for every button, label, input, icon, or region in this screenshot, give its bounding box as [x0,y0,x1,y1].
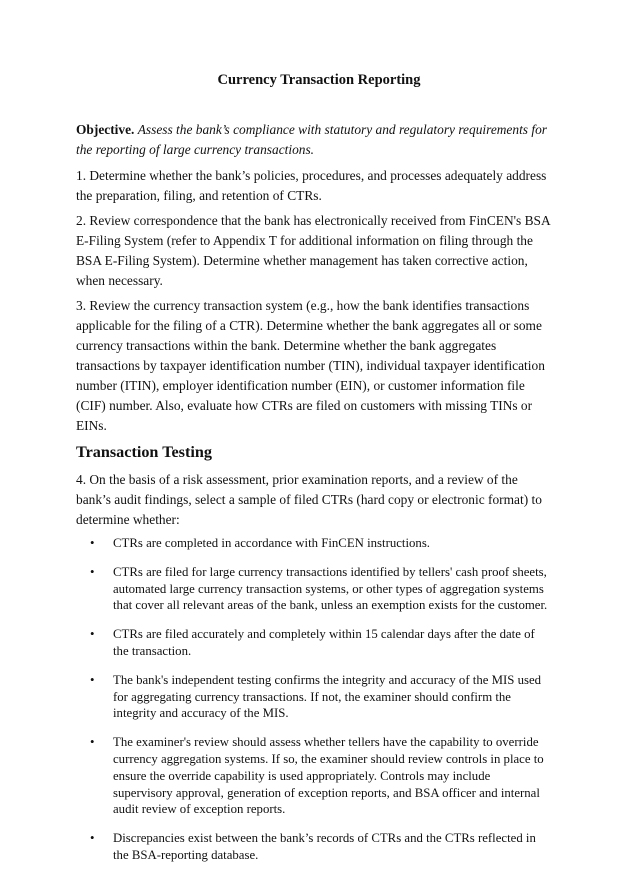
list-item [76,535,550,552]
bullet-icon: • [90,627,95,642]
list-item-text: CTRs are completed in accordance with FinCEN instructions. [113,536,431,550]
objective-text: Assess the bank’s compliance with statutory and regulatory requirements for the reporting of large currency transactions. [76,122,547,157]
bullet-icon: • [90,831,95,846]
bullet-icon: • [90,735,95,750]
list-item [76,626,550,660]
bullet-list [76,535,550,864]
section-heading-transaction-testing: Transaction Testing [76,443,212,461]
procedure-paragraph-1: 1. Determine whether the bank’s policies, procedures, and processes adequately address the preparation, filing, and retention of CTRs. [76,168,547,203]
list-item-text: The examiner's review should assess whether tellers have the capability to override currency aggregation systems. If so, the examiner should review controls in place to ensure the override capability is used appropriately. Controls may include supervisory approval, generation of exception reports, and BSA officer and internal audit review of exception reports. [113,735,544,817]
list-item [76,830,550,864]
bullet-icon: • [90,564,95,579]
list-item [76,672,550,722]
page-title: Currency Transaction Reporting [217,72,421,88]
procedure-paragraph-3: 3. Review the currency transaction system (e.g., how the bank identifies transactions applicable for the filing of a CTR). Determine whether the bank aggregates all or some currency transactions within the bank. Determine whether the bank aggregates transactions by taxpayer identification number (TIN), individual taxpayer identification number (ITIN), employer identification number (EIN), or customer information file (CIF) number. Also, evaluate how CTRs are filed on customers with missing TINs or EINs. [76,298,545,433]
list-item [76,564,550,614]
list-item-text: CTRs are filed accurately and completely within 15 calendar days after the date of the transaction. [113,627,535,658]
list-item [76,734,550,818]
bullet-icon: • [90,672,95,687]
procedure-paragraph-2: 2. Review correspondence that the bank has electronically received from FinCEN's BSA E-Filing System (refer to Appendix T for additional information on filing through the BSA E-Filing System). Determine whether management has taken corrective action, when necessary. [76,213,550,288]
testing-intro-paragraph: 4. On the basis of a risk assessment, prior examination reports, and a review of the bank’s audit findings, select a sample of filed CTRs (hard copy or electronic format) to determine whether: [76,472,542,527]
list-item-text: CTRs are filed for large currency transactions identified by tellers' cash proof sheets, automated large currency transaction systems, or other types of aggregation systems that cover all relevant areas of the bank, unless an exemption exists for the customer. [113,564,548,613]
list-item-text: The bank's independent testing confirms the integrity and accuracy of the MIS used for aggregating currency transactions. If not, the examiner should confirm the integrity and accuracy of the MIS. [113,672,542,721]
objective-paragraph [76,120,550,160]
document-body [76,120,550,876]
objective-label: Objective. [76,122,135,137]
bullet-icon: • [90,536,95,550]
list-item-text: Discrepancies exist between the bank’s records of CTRs and the CTRs reflected in the BSA-reporting database. [113,831,536,862]
